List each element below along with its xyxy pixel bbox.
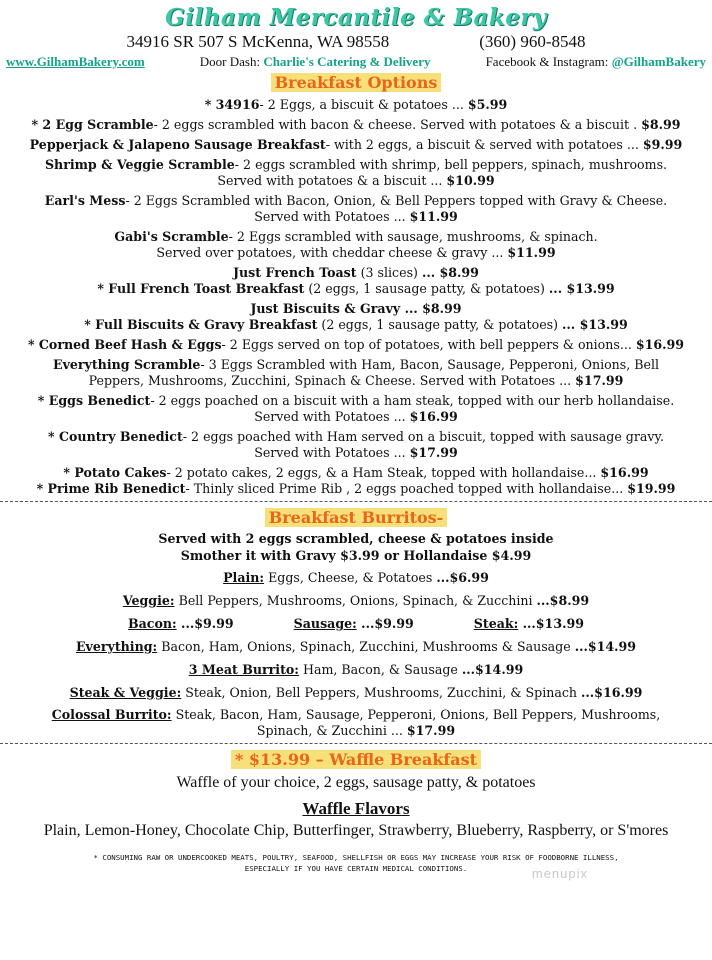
phone-number: (360) 960-8548 [479,32,586,51]
burritos-heading [0,506,712,530]
item-desc: - 2 Eggs served on top of potatoes, with bell peppers & onions... [221,337,636,352]
menu-item [0,117,712,133]
burrito-list [0,566,712,739]
item-desc: Bacon, Ham, Onions, Spinach, Zucchini, Mushrooms & Sausage [157,639,575,654]
item-price: ...$9.99 [356,616,414,631]
item-price: $11.99 [409,209,458,224]
breakfast-list [0,97,712,497]
item-price: $17.99 [406,723,456,738]
item-price: ...$6.99 [436,570,489,585]
item-name: Bacon: [127,616,177,631]
item-name: Everything: [75,639,158,654]
menu-item [0,193,712,225]
item-desc: - 2 eggs scrambled with shrimp, bell peppers, spinach, mushrooms. [234,157,668,172]
item-desc: Steak, Onion, Bell Peppers, Mushrooms, Zucchini, & Spinach [181,685,582,700]
doordash-info [200,53,431,71]
section-divider [0,743,712,744]
item-name: Veggie: [122,593,175,608]
item-name: Colossal Burrito: [51,707,172,722]
item-desc-2: Served with potatoes & a biscuit ... [217,173,447,188]
menu-item [0,137,712,153]
menu-item [0,393,712,425]
item-desc-2: Peppers, Mushrooms, Zucchini, Spinach & Cheese. Served with Potatoes ... [88,373,576,388]
doordash-value: Charlie's Catering & Delivery [263,54,431,69]
item-name: Earl's Mess [44,193,126,208]
breakfast-options-heading [0,71,712,95]
item-name: 3 Meat Burrito: [188,662,299,677]
item-price: $17.99 [575,373,624,388]
contact-line [0,31,712,53]
menu-item [0,281,712,297]
burrito-item [0,658,712,681]
links-line [0,53,712,71]
item-name: * 2 Egg Scramble [31,117,154,132]
item-desc: - 2 eggs scrambled with bacon & cheese. Served with potatoes & a biscuit . [153,117,642,132]
menu-item [0,337,712,353]
item-name: Just Biscuits & Gravy ... $8.99 [250,301,462,316]
item-desc: Bell Peppers, Mushrooms, Onions, Spinach, & Zucchini [174,593,537,608]
waffle-flavors-list: Plain, Lemon-Honey, Chocolate Chip, Butterfinger, Strawberry, Blueberry, Raspberry, or S'mores [43,822,669,839]
burritos-smother-note: Smother it with Gravy $3.99 or Hollandaise $4.99 [180,548,532,563]
item-desc-2: Served with Potatoes ... [254,409,410,424]
item-name: * Full Biscuits & Gravy Breakfast [84,317,318,332]
item-desc: - 2 eggs poached on a biscuit with a ham steak, topped with our herb hollandaise. [150,393,675,408]
item-price: ... $13.99 [562,317,628,332]
item-price: $16.99 [409,409,458,424]
item-name: * Potato Cakes [63,465,167,480]
item-desc: (3 slices) [356,265,422,280]
burritos-intro: Served with 2 eggs scrambled, cheese & potatoes inside [158,531,554,546]
item-desc: - 2 potato cakes, 2 eggs, & a Ham Steak, topped with hollandaise... [166,465,601,480]
item-price: ...$9.99 [176,616,234,631]
item-name: Steak: [473,616,519,631]
item-name: Shrimp & Veggie Scramble [44,157,235,172]
menu-item [0,265,712,281]
menu-item [0,317,712,333]
waffle-heading-text: * $13.99 – Waffle Breakfast [231,750,481,769]
burritos-heading-text: Breakfast Burritos- [265,508,448,527]
burrito-item [0,681,712,704]
item-price: $17.99 [409,445,458,460]
item-desc-2: Served with Potatoes ... [254,445,410,460]
website-link[interactable]: www.GilhamBakery.com [6,54,145,69]
menu-item [0,157,712,189]
menu-item [0,301,712,317]
item-price: $10.99 [446,173,495,188]
item-name: Just French Toast [233,265,357,280]
item-name: * Country Benedict [48,429,183,444]
doordash-label: Door Dash: [199,54,261,69]
waffle-description: Waffle of your choice, 2 eggs, sausage patty, & potatoes [176,774,536,791]
item-desc: - 2 Eggs, a biscuit & potatoes ... [259,97,468,112]
item-desc-2: Spinach, & Zucchini ... [256,723,407,738]
item-desc: (2 eggs, 1 sausage patty, & potatoes) [317,317,563,332]
disclaimer-line: ESPECIALLY IF YOU HAVE CERTAIN MEDICAL CONDITIONS. [244,864,468,873]
burrito-item [294,612,414,635]
menupix-watermark: menupix [531,866,588,881]
item-desc: Steak, Bacon, Ham, Sausage, Pepperoni, Onions, Bell Peppers, Mushrooms, [171,707,661,722]
burrito-item [0,589,712,612]
item-price: ...$14.99 [574,639,637,654]
item-name: Gabi's Scramble [114,229,229,244]
menu-item [0,481,712,497]
item-desc: (2 eggs, 1 sausage patty, & potatoes) [304,281,549,296]
address: 34916 SR 507 S McKenna, WA 98558 [126,32,390,51]
burrito-meat-row [0,612,712,635]
item-name: Steak & Veggie: [69,685,182,700]
item-name: Everything Scramble [52,357,201,372]
item-price: $11.99 [507,245,556,260]
item-price: ...$8.99 [536,593,590,608]
item-price: $16.99 [600,465,649,480]
item-desc: - 2 eggs poached with Ham served on a biscuit, topped with sausage gravy. [182,429,664,444]
item-name: * Corned Beef Hash & Eggs [27,337,222,352]
item-name: * Eggs Benedict [37,393,151,408]
restaurant-title: Gilham Mercantile & Bakery [165,4,547,31]
item-price: ...$14.99 [461,662,524,677]
menu-item [0,465,712,481]
menu-item [0,229,712,261]
burrito-item [128,612,234,635]
menu-item [0,357,712,389]
item-price: ...$16.99 [581,685,643,700]
item-name: Pepperjack & Jalapeno Sausage Breakfast [29,137,326,152]
item-desc: - Thinly sliced Prime Rib , 2 eggs poached topped with hollandaise... [185,481,628,496]
waffle-heading [0,748,712,772]
item-desc-2: Served over potatoes, with cheddar cheese & gravy ... [156,245,508,260]
item-desc: - 2 Eggs Scrambled with Bacon, Onion, & Bell Peppers topped with Gravy & Cheese. [125,193,668,208]
section-divider [0,501,712,502]
item-name: Sausage: [293,616,357,631]
burrito-item [474,612,584,635]
waffle-flavors-title: Waffle Flavors [302,799,410,818]
item-price: $19.99 [627,481,676,496]
item-price: $5.99 [467,97,508,112]
social-info [486,53,706,71]
item-price: $9.99 [642,137,683,152]
item-name: Plain: [223,570,265,585]
item-name: * Prime Rib Benedict [36,481,186,496]
item-desc: Eggs, Cheese, & Potatoes [264,570,437,585]
item-name: * 34916 [204,97,260,112]
item-desc: - with 2 eggs, a biscuit & served with potatoes ... [325,137,643,152]
item-desc: - 2 Eggs scrambled with sausage, mushrooms, & spinach. [228,229,598,244]
food-safety-disclaimer [0,852,712,874]
item-name: * Full French Toast Breakfast [97,281,305,296]
item-price: ...$13.99 [518,616,584,631]
burrito-item [0,707,712,739]
item-price: $8.99 [641,117,681,132]
menu-item [0,97,712,113]
item-price: $16.99 [635,337,685,352]
menu-item [0,429,712,461]
social-handle: @GilhamBakery [611,54,706,69]
item-desc: - 3 Eggs Scrambled with Ham, Bacon, Sausage, Pepperoni, Onions, Bell [200,357,660,372]
item-price: ... $13.99 [548,281,615,296]
breakfast-heading-text: Breakfast Options [271,73,442,92]
social-label: Facebook & Instagram: [485,54,609,69]
burrito-item [0,566,712,589]
item-price: ... $8.99 [421,265,479,280]
item-desc: Ham, Bacon, & Sausage [298,662,462,677]
item-desc-2: Served with Potatoes ... [254,209,410,224]
disclaimer-line: * CONSUMING RAW OR UNDERCOOKED MEATS, POULTRY, SEAFOOD, SHELLFISH OR EGGS MAY INCREASE YOUR RISK OF FOODBORNE ILLNESS, [93,853,619,862]
burrito-item [0,635,712,658]
